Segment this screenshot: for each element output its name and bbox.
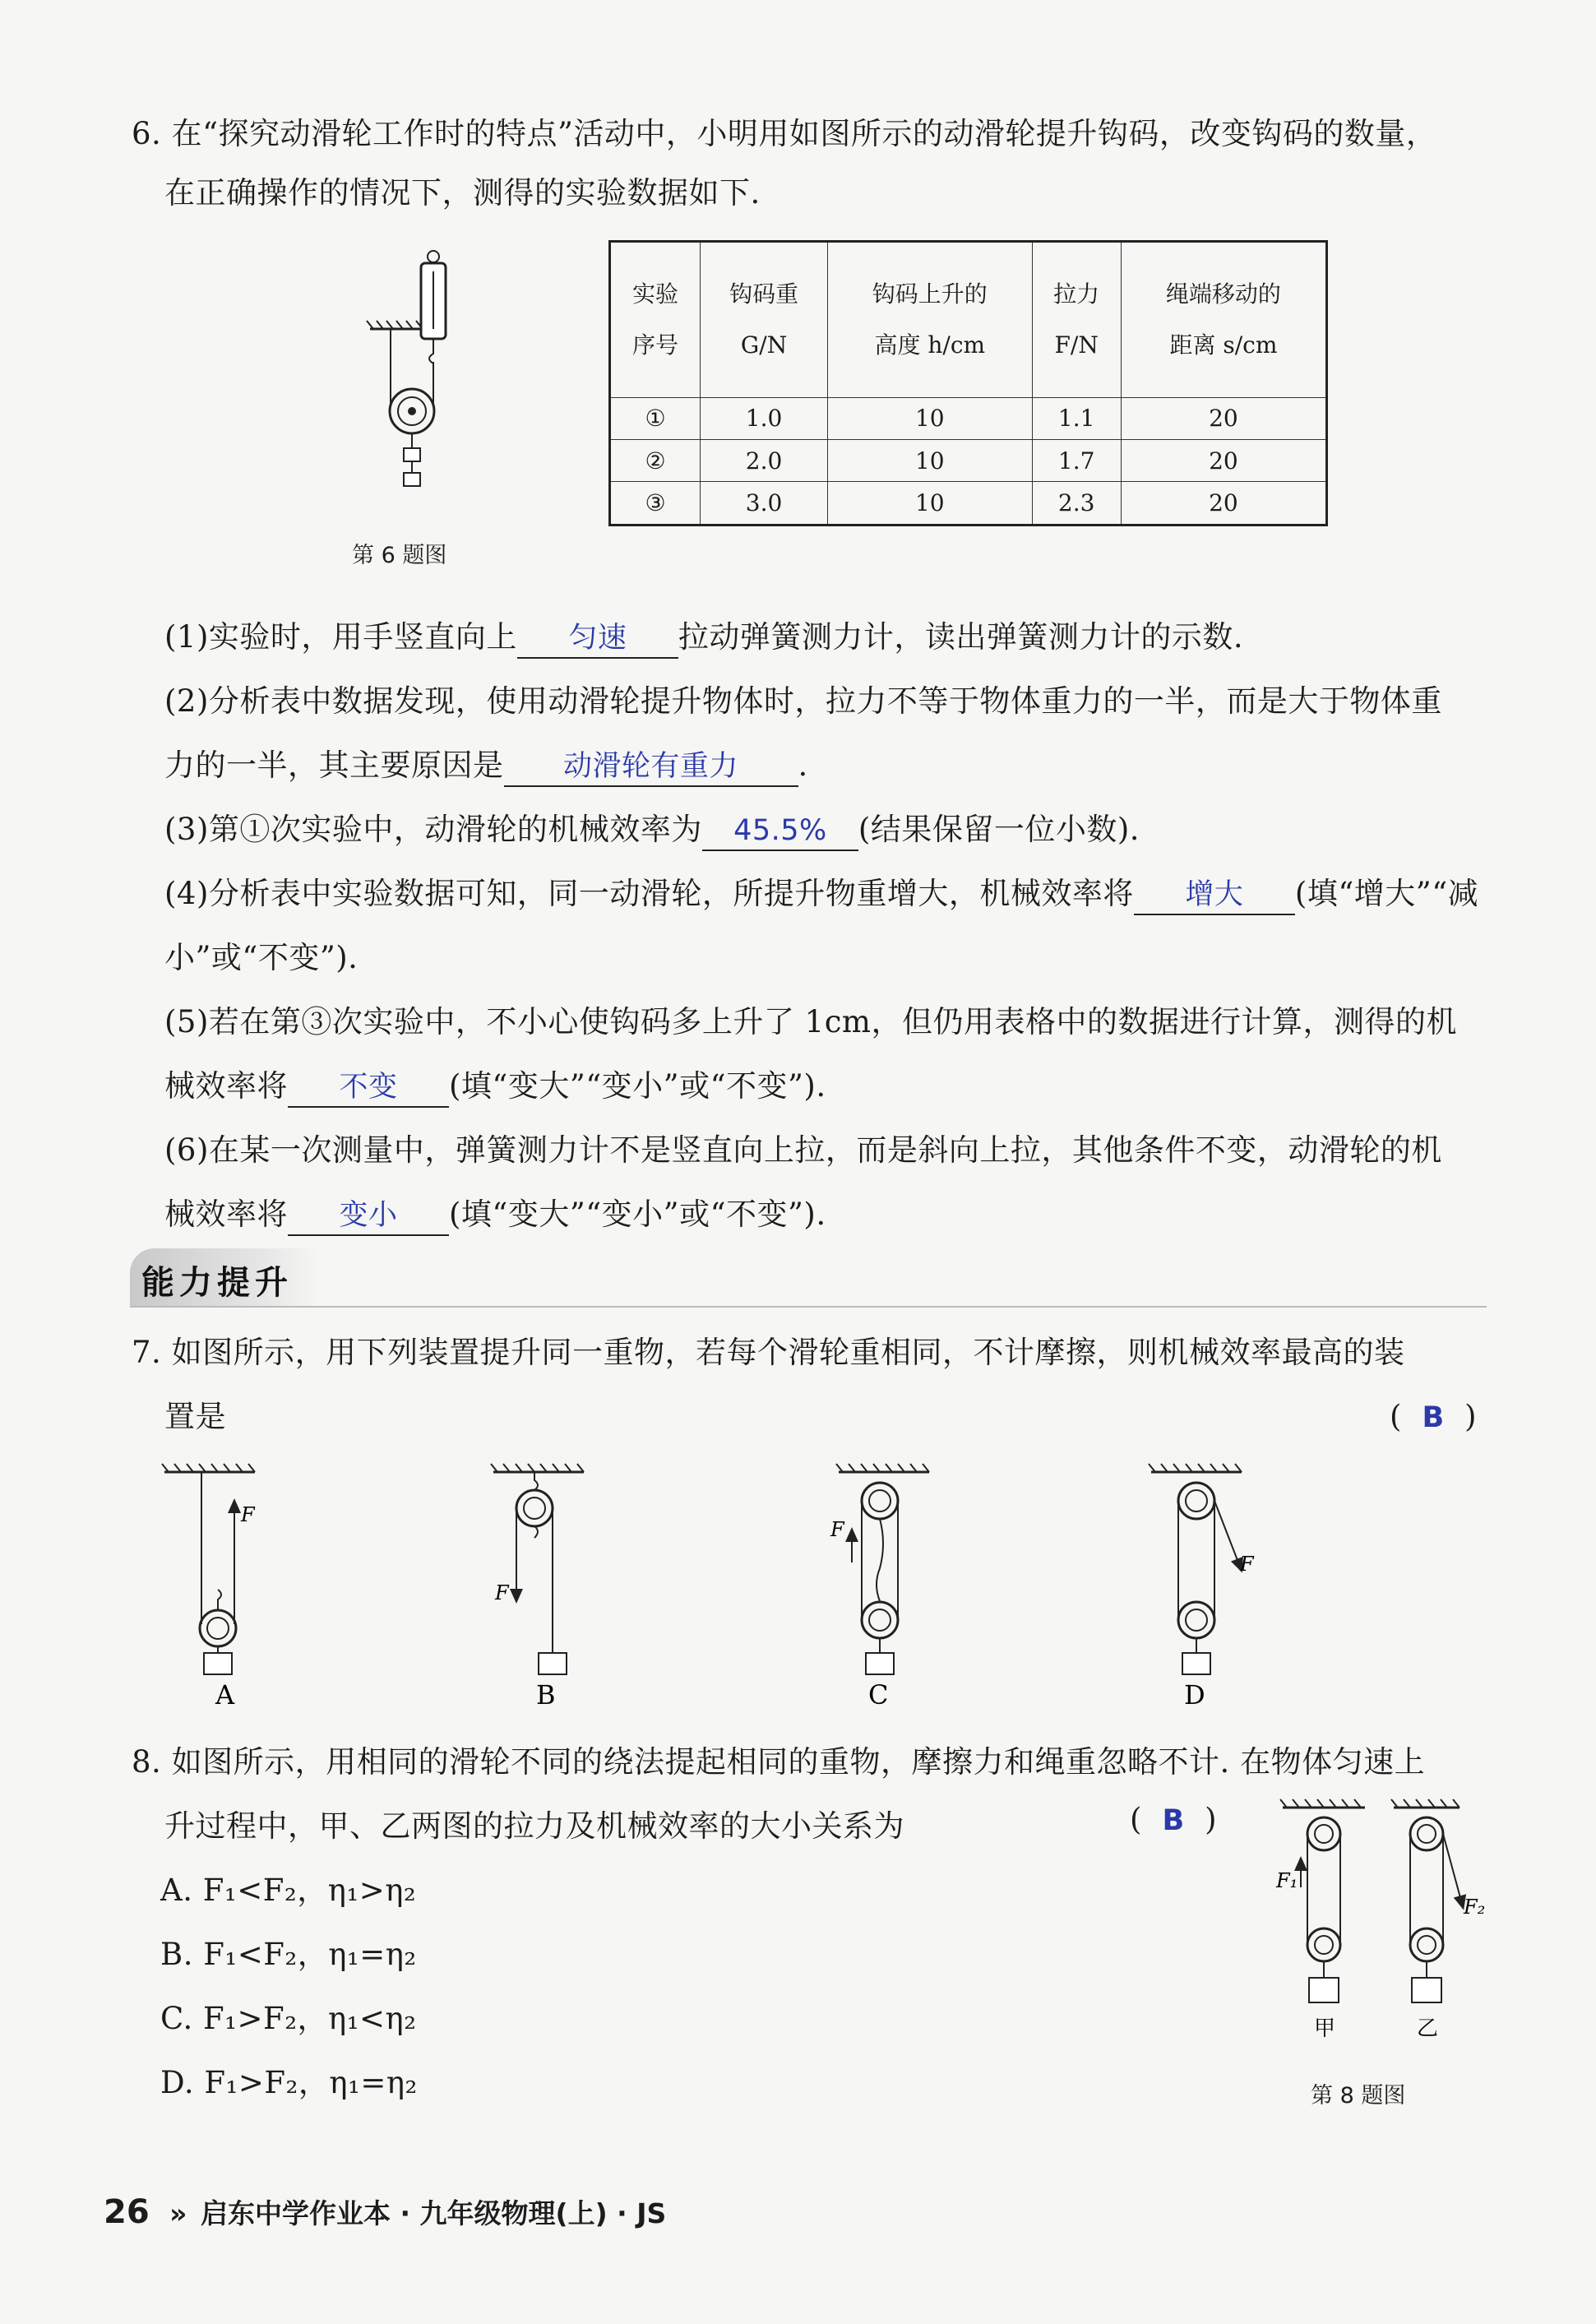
figure-c <box>830 1464 929 1711</box>
page-footer <box>104 2192 666 2231</box>
table-cell: 20 <box>1121 482 1326 525</box>
q8-option-d: D. F₁>F₂，η₁=η₂ <box>160 2065 418 2100</box>
force-label-f1: F₁ <box>1276 1869 1298 1892</box>
answer-blank: 变小 <box>288 1197 449 1236</box>
table-cell: ① <box>610 397 701 439</box>
q7-answer-parens: ( B ) <box>1390 1399 1478 1434</box>
table-cell: ③ <box>610 482 701 525</box>
q6-pulley-figure <box>345 238 510 510</box>
q7-figures <box>156 1456 1307 1719</box>
table-cell: 10 <box>828 440 1032 482</box>
q8-option-a: A. F₁<F₂，η₁>η₂ <box>160 1873 417 1908</box>
svg-text:F: F <box>1240 1553 1254 1576</box>
q8-line2: 升过程中，甲、乙两图的拉力及机械效率的大小关系为 <box>164 1808 904 1844</box>
table-cell: 20 <box>1121 397 1326 439</box>
section-divider <box>130 1306 1487 1308</box>
q8-answer: B <box>1162 1804 1185 1837</box>
table-cell: 2.3 <box>1032 482 1121 525</box>
book-title: 启东中学作业本 · 九年级物理(上) · JS <box>201 2197 667 2229</box>
q6-intro-line2: 在正确操作的情况下，测得的实验数据如下. <box>164 175 761 211</box>
section-title: 能力提升 <box>141 1264 293 1302</box>
header-cell: 绳端移动的 距离 s/cm <box>1121 242 1326 398</box>
figure-label-jia: 甲 <box>1314 2016 1336 2041</box>
q8-line1: 8. 如图所示，用相同的滑轮不同的绕法提起相同的重物，摩擦力和绳重忽略不计. 在物体匀速上 <box>132 1744 1426 1780</box>
page-number: 26 <box>104 2193 150 2231</box>
q6-part5-line2: 械效率将 不变 (填“变大”“变小”或“不变”). <box>164 1067 826 1108</box>
table-cell: 10 <box>828 482 1032 525</box>
q7-line1: 7. 如图所示，用下列装置提升同一重物，若每个滑轮重相同，不计摩擦，则机械效率最高的装 <box>132 1335 1405 1370</box>
table-cell: 20 <box>1121 440 1326 482</box>
table-cell: ② <box>610 440 701 482</box>
figure-label-yi: 乙 <box>1417 2016 1439 2041</box>
header-cell: 实验 序号 <box>610 242 701 398</box>
q8-figure <box>1250 1793 1497 2089</box>
svg-text:F: F <box>830 1518 844 1541</box>
q8-option-c: C. F₁>F₂，η₁<η₂ <box>160 2001 417 2036</box>
figure-label-d: D <box>1184 1679 1205 1711</box>
figure-label-a: A <box>215 1679 235 1711</box>
q6-part2-line2: 力的一半，其主要原因是 动滑轮有重力 . <box>164 747 808 787</box>
q6-part3: (3)第①次实验中，动滑轮的机械效率为 45.5% (结果保留一位小数). <box>164 811 1140 851</box>
q7-answer: B <box>1422 1401 1445 1434</box>
table-cell: 10 <box>828 397 1032 439</box>
svg-text:F: F <box>241 1503 255 1526</box>
q7-line2: 置是 <box>164 1399 226 1434</box>
chevron-icon: » <box>169 2197 187 2229</box>
header-cell: 钩码重 G/N <box>701 242 828 398</box>
header-cell: 钩码上升的 高度 h/cm <box>828 242 1032 398</box>
figure-label-b: B <box>536 1679 556 1711</box>
figure-label-c: C <box>868 1679 889 1711</box>
q6-part4-line1: (4)分析表中实验数据可知，同一动滑轮，所提升物重增大，机械效率将 增大 (填“增大”“减 <box>164 875 1478 915</box>
q6-figure-caption: 第 6 题图 <box>352 543 447 568</box>
q8-answer-parens: ( B ) <box>1130 1802 1218 1837</box>
q6-part6-line2: 械效率将 变小 (填“变大”“变小”或“不变”). <box>164 1196 826 1236</box>
table-row <box>610 440 1327 482</box>
table-cell: 1.0 <box>701 397 828 439</box>
q6-part1: (1)实验时，用手竖直向上 匀速 拉动弹簧测力计，读出弹簧测力计的示数. <box>164 618 1243 659</box>
answer-blank: 动滑轮有重力 <box>504 748 798 787</box>
table-cell: 1.1 <box>1032 397 1121 439</box>
q6-part5-line1: (5)若在第③次实验中，不小心使钩码多上升了 1cm，但仍用表格中的数据进行计算，测得的机 <box>164 1004 1458 1039</box>
table-header-row <box>610 242 1327 398</box>
answer-blank: 匀速 <box>517 619 678 659</box>
force-label-f2: F₂ <box>1464 1896 1486 1919</box>
header-cell: 拉力 F/N <box>1032 242 1121 398</box>
q6-intro-line1: 6. 在“探究动滑轮工作时的特点”活动中，小明用如图所示的动滑轮提升钩码，改变钩码的数量， <box>132 116 1437 151</box>
q8-figure-caption: 第 8 题图 <box>1311 2083 1406 2109</box>
q6-part2-line1: (2)分析表中数据发现，使用动滑轮提升物体时，拉力不等于物体重力的一半，而是大于物体重 <box>164 683 1442 719</box>
figure-d <box>1149 1464 1255 1711</box>
svg-text:F: F <box>495 1581 509 1604</box>
section-banner <box>130 1248 319 1308</box>
table-cell: 1.7 <box>1032 440 1121 482</box>
q8-option-b: B. F₁<F₂，η₁=η₂ <box>160 1937 417 1972</box>
table-cell: 3.0 <box>701 482 828 525</box>
answer-blank: 不变 <box>288 1068 449 1108</box>
q6-data-table <box>608 240 1328 526</box>
table-cell: 2.0 <box>701 440 828 482</box>
table-row <box>610 397 1327 439</box>
table-row <box>610 482 1327 525</box>
figure-b <box>491 1464 584 1711</box>
q6-part6-line1: (6)在某一次测量中，弹簧测力计不是竖直向上拉，而是斜向上拉，其他条件不变，动滑轮的机 <box>164 1132 1442 1168</box>
answer-blank: 45.5% <box>702 812 858 851</box>
q6-part4-line2: 小”或“不变”). <box>164 940 359 975</box>
answer-blank: 增大 <box>1134 876 1295 915</box>
figure-a <box>162 1464 256 1711</box>
